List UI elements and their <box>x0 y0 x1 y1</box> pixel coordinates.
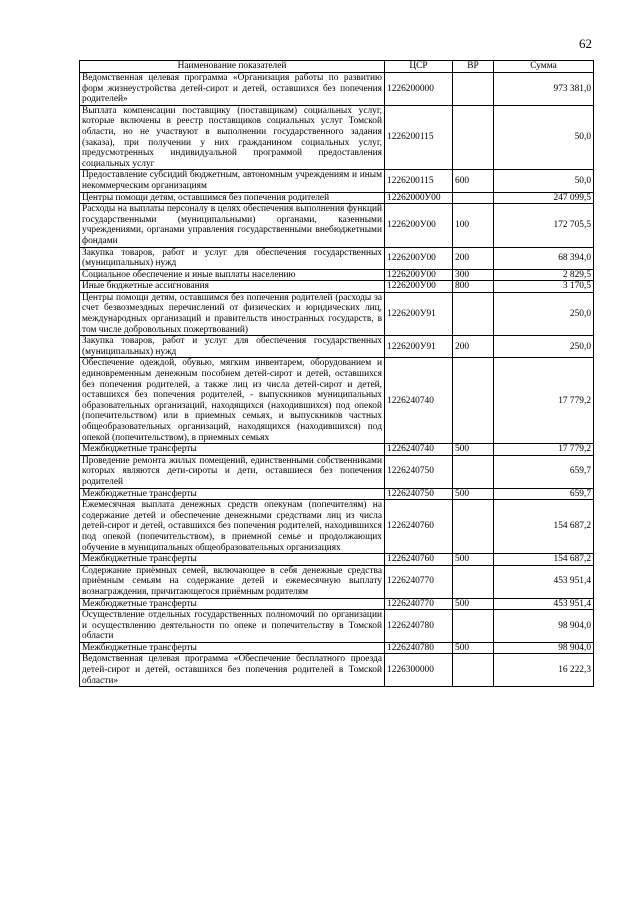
row-vr <box>453 500 494 554</box>
table-row <box>80 654 594 687</box>
row-vr: 500 <box>453 642 494 654</box>
row-sum: 659,7 <box>494 455 594 488</box>
row-vr: 500 <box>453 444 494 456</box>
row-sum: 50,0 <box>494 105 594 170</box>
row-sum: 172 705,5 <box>494 204 594 247</box>
row-name: Ведомственная целевая программа «Организация работы по развитию форм жизнеустройства детей-сирот и детей, оставшихся без попечения родителей» <box>80 73 385 106</box>
row-name: Осуществление отдельных государственных полномочий по организации и осуществлению деятельности по опеке и попечительству в Томской области <box>80 610 385 643</box>
row-csr: 1226200У00 <box>385 269 453 281</box>
header-csr: ЦСР <box>385 61 453 73</box>
row-csr: 1226240780 <box>385 642 453 654</box>
row-sum: 154 687,2 <box>494 554 594 566</box>
row-csr: 1226200У00 <box>385 247 453 269</box>
row-csr: 1226200У91 <box>385 336 453 358</box>
row-vr: 800 <box>453 281 494 293</box>
row-vr: 500 <box>453 554 494 566</box>
row-name: Межбюджетные трансферты <box>80 444 385 456</box>
table-row <box>80 642 594 654</box>
table-header-row <box>80 61 594 73</box>
row-name: Закупка товаров, работ и услуг для обеспечения государственных (муниципальных) нужд <box>80 336 385 358</box>
row-vr <box>453 565 494 598</box>
row-name: Межбюджетные трансферты <box>80 488 385 500</box>
row-name: Содержание приёмных семей, включающее в себя денежные средства приёмным семьям на содержание детей и ежемесячную выплату вознаграждения, причитающегося приёмным родителям <box>80 565 385 598</box>
table-row <box>80 204 594 247</box>
table-row <box>80 610 594 643</box>
table-row <box>80 105 594 170</box>
table-row <box>80 192 594 204</box>
row-name: Ежемесячная выплата денежных средств опекунам (попечителям) на содержание детей и обеспечение денежными средствами лиц из числа детей-сирот и детей, оставшихся без попечения родителей, находившихся под опекой (попечительством), в приемной семье и продолжающих обучение в муниципальных общеобразовательных организациях <box>80 500 385 554</box>
row-vr: 300 <box>453 269 494 281</box>
row-csr: 1226240740 <box>385 444 453 456</box>
row-name: Центры помощи детям, оставшимся без попечения родителей (расходы за счет безвозмездных перечислений от физических и юридических лиц, международных организаций и правительств иностранных государств, в том числе добровольных пожертвований) <box>80 292 385 335</box>
row-vr: 100 <box>453 204 494 247</box>
row-vr: 200 <box>453 336 494 358</box>
row-name: Социальное обеспечение и иные выплаты населению <box>80 269 385 281</box>
row-csr: 1226240760 <box>385 554 453 566</box>
table-row <box>80 444 594 456</box>
table-row <box>80 554 594 566</box>
table-row <box>80 247 594 269</box>
row-csr: 1226240770 <box>385 598 453 610</box>
row-name: Центры помощи детям, оставшимся без попечения родителей <box>80 192 385 204</box>
row-vr <box>453 610 494 643</box>
row-csr: 1226300000 <box>385 654 453 687</box>
table-row <box>80 488 594 500</box>
row-csr: 1226240770 <box>385 565 453 598</box>
row-sum: 250,0 <box>494 292 594 335</box>
table-row <box>80 598 594 610</box>
table-row <box>80 292 594 335</box>
row-sum: 659,7 <box>494 488 594 500</box>
row-name: Выплата компенсации поставщику (поставщикам) социальных услуг, которые включены в реестр поставщиков социальных услуг Томской области, но не участвуют в выполнении государственного задания (заказа), при получении у них гражданином социальных услуг, предусмотренных индивидуальной программой предоставления социальных услуг <box>80 105 385 170</box>
row-vr <box>453 654 494 687</box>
table-row <box>80 565 594 598</box>
table-row <box>80 455 594 488</box>
table-row <box>80 281 594 293</box>
row-vr <box>453 455 494 488</box>
row-sum: 98 904,0 <box>494 610 594 643</box>
row-name: Предоставление субсидий бюджетным, автономным учреждениям и иным некоммерческим организациям <box>80 170 385 192</box>
row-vr: 200 <box>453 247 494 269</box>
row-csr: 1226240780 <box>385 610 453 643</box>
row-csr: 1226240750 <box>385 488 453 500</box>
row-vr <box>453 192 494 204</box>
row-vr: 500 <box>453 598 494 610</box>
row-csr: 1226240750 <box>385 455 453 488</box>
row-sum: 250,0 <box>494 336 594 358</box>
row-csr: 1226200000 <box>385 73 453 106</box>
row-vr: 500 <box>453 488 494 500</box>
row-vr: 600 <box>453 170 494 192</box>
row-csr: 12262000У00 <box>385 192 453 204</box>
row-sum: 973 381,0 <box>494 73 594 106</box>
table-row <box>80 73 594 106</box>
row-name: Межбюджетные трансферты <box>80 642 385 654</box>
page-number: 62 <box>579 36 592 51</box>
row-csr: 1226200У91 <box>385 292 453 335</box>
row-sum: 68 394,0 <box>494 247 594 269</box>
row-name: Межбюджетные трансферты <box>80 598 385 610</box>
row-vr <box>453 105 494 170</box>
row-name: Ведомственная целевая программа «Обеспечение бесплатного проезда детей-сирот и детей, оставшихся без попечения родителей в Томской области» <box>80 654 385 687</box>
budget-table <box>79 60 594 687</box>
row-sum: 453 951,4 <box>494 598 594 610</box>
row-sum: 16 222,3 <box>494 654 594 687</box>
header-name: Наименование показателей <box>80 61 385 73</box>
row-sum: 453 951,4 <box>494 565 594 598</box>
row-csr: 1226200115 <box>385 105 453 170</box>
row-name: Расходы на выплаты персоналу в целях обеспечения выполнения функций государственными (муниципальными) органами, казенными учреждениями, органами управления государственными внебюджетными фондами <box>80 204 385 247</box>
row-sum: 17 779,2 <box>494 444 594 456</box>
row-vr <box>453 358 494 444</box>
header-vr: ВР <box>453 61 494 73</box>
row-sum: 154 687,2 <box>494 500 594 554</box>
row-csr: 1226200115 <box>385 170 453 192</box>
row-vr <box>453 292 494 335</box>
row-csr: 1226200У00 <box>385 281 453 293</box>
row-name: Обеспечение одеждой, обувью, мягким инвентарем, оборудованием и единовременным денежным пособием детей-сирот и детей, оставшихся без попечения родителей, а также лиц из числа детей-сирот и детей, оставшихся без попечения родителей, - выпускников муниципальных образовательных организаций, находящихся (находившихся) под опекой (попечительством) или в приемных семьях, и выпускников частных общеобразовательных организаций, находящихся (находившихся) под опекой (попечительством), в приемных семьях <box>80 358 385 444</box>
table-row <box>80 500 594 554</box>
row-name: Иные бюджетные ассигнования <box>80 281 385 293</box>
header-sum: Сумма <box>494 61 594 73</box>
row-name: Межбюджетные трансферты <box>80 554 385 566</box>
row-csr: 1226200У00 <box>385 204 453 247</box>
row-sum: 17 779,2 <box>494 358 594 444</box>
row-sum: 3 170,5 <box>494 281 594 293</box>
row-csr: 1226240740 <box>385 358 453 444</box>
row-csr: 1226240760 <box>385 500 453 554</box>
table-row <box>80 170 594 192</box>
row-sum: 2 829,5 <box>494 269 594 281</box>
table-row <box>80 269 594 281</box>
row-sum: 50,0 <box>494 170 594 192</box>
row-sum: 98 904,0 <box>494 642 594 654</box>
row-name: Проведение ремонта жилых помещений, единственными собственниками которых являются дети-сироты и дети, оставшиеся без попечения родителей <box>80 455 385 488</box>
row-vr <box>453 73 494 106</box>
table-row <box>80 358 594 444</box>
row-name: Закупка товаров, работ и услуг для обеспечения государственных (муниципальных) нужд <box>80 247 385 269</box>
table-row <box>80 336 594 358</box>
row-sum: 247 099,5 <box>494 192 594 204</box>
